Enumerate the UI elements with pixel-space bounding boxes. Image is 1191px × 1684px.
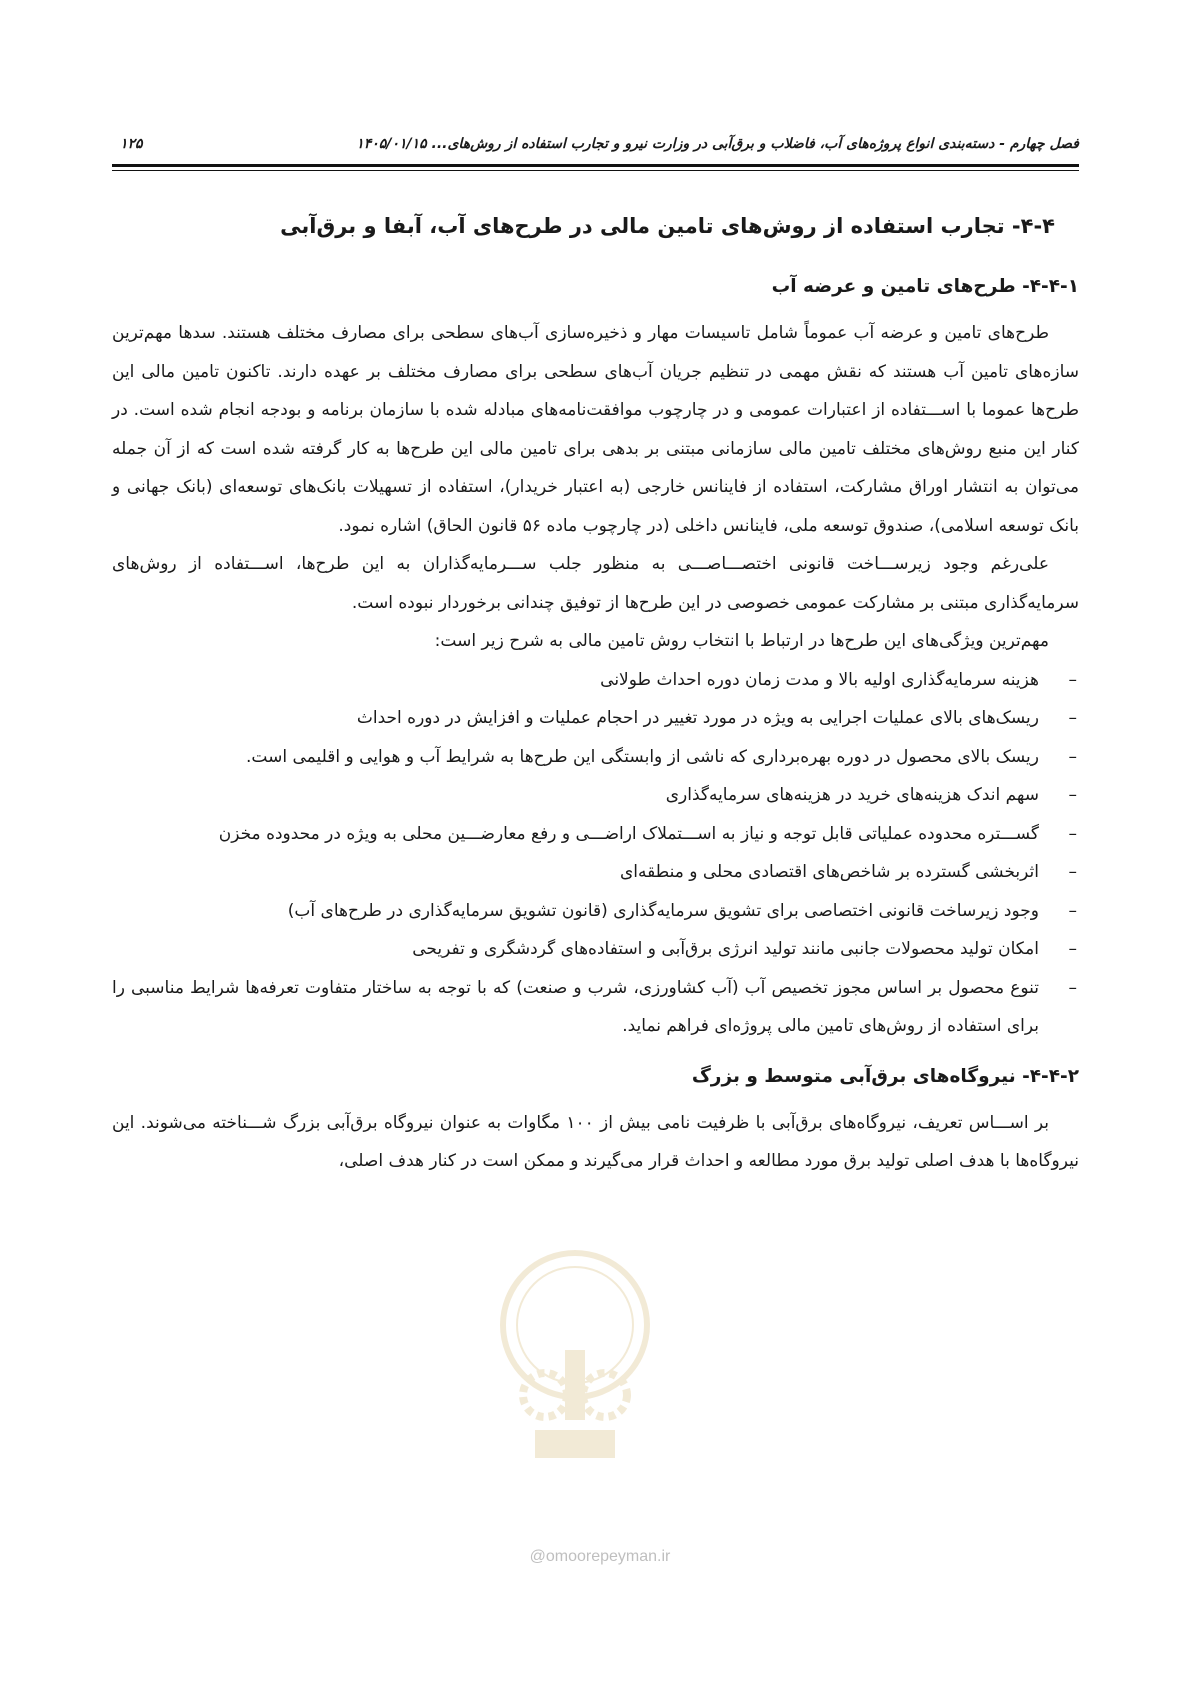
list-item: – تنوع محصول بر اساس مجوز تخصیص آب (آب کشاورزی، شرب و صنعت) که با توجه به ساختار متفاوت تعرفه‌ها شرایط مناسبی را برای استفاده از روش‌های تامین مالی پروژه‌ای فراهم نماید. [112,969,1039,1046]
list-item: – امکان تولید محصولات جانبی مانند تولید انرژی برق‌آبی و استفاده‌های گردشگری و تفریحی [112,930,1039,969]
chapter-title: فصل چهارم - دسته‌بندی انواع پروژه‌های آب، فاضلاب و برق‌آبی در وزارت نیرو و تجارب استفاده از روش‌های... ۱۴۰۵/۰۱/۱۵ [356,136,1079,152]
paragraph: علی‌رغم وجود زیرســـاخت قانونی اختصـــاصـــی به منظور جلب ســـرمایه‌گذاران به این طرح‌ها، اســـتفاده از روش‌های سرمایه‌گذاری مبتنی بر مشارکت عمومی خصوصی در این طرح‌ها از توفیق چندانی برخوردار نبوده است. [112,554,1079,613]
paragraph: طرح‌های تامین و عرضه آب عموماً شامل تاسیسات مهار و ذخیره‌سازی آب‌های سطحی برای مصارف مختلف هستند. سدها مهم‌ترین سازه‌های تامین آب هستند که نقش مهمی در تنظیم جریان آب‌های سطحی برای مصارف مختلف بر عهده دارند. تاکنون تامین مالی این طرح‌ها عموما با اســـتفاده از اعتبارات عمومی و در چارچوب موافقت‌نامه‌های مبادله شده با سازمان برنامه و بودجه انجام شده است. در کنار این منبع روش‌های مختلف تامین مالی سازمانی مبتنی بر بدهی برای تامین مالی این طرح‌ها به کار گرفته شده است که از آن جمله می‌توان به انتشار اوراق مشارکت، استفاده از فاینانس خارجی (به اعتبار خریدار)، استفاده از تسهیلات بانک‌های توسعه‌ای (بانک جهانی و بانک توسعه اسلامی)، صندوق توسعه ملی، فاینانس داخلی (در چارچوب ماده ۵۶ قانون الحاق) اشاره نمود. [112,323,1079,536]
omoor-peyman-seal-icon [495,1245,655,1485]
header-rule-thick [112,164,1079,167]
features-list [112,661,1079,1046]
subsection-heading-2: ۴-۴-۲- نیروگاه‌های برق‌آبی متوسط و بزرگ [691,1065,1079,1087]
running-header [112,128,1079,160]
list-item: – هزینه سرمایه‌گذاری اولیه بالا و مدت زمان دوره احداث طولانی [112,661,1039,700]
page-content [112,210,1079,1181]
list-item: – گســـتره محدوده عملیاتی قابل توجه و نیاز به اســـتملاک اراضـــی و رفع معارضـــین محلی به ویژه در محدوده مخزن [112,815,1039,854]
page-number: ۱۲۵ [120,136,143,152]
watermark-text: @omoorepeyman.ir [529,1548,671,1565]
subsection-heading-1: ۴-۴-۱- طرح‌های تامین و عرضه آب [771,276,1079,297]
paragraph: مهم‌ترین ویژگی‌های این طرح‌ها در ارتباط با انتخاب روش تامین مالی به شرح زیر است: [434,631,1049,651]
list-item: – اثربخشی گسترده بر شاخص‌های اقتصادی محلی و منطقه‌ای [112,853,1039,892]
list-item: – ریسک‌های بالای عملیات اجرایی به ویژه در مورد تغییر در احجام عملیات و افزایش در دوره احداث [112,699,1039,738]
list-item: – سهم اندک هزینه‌های خرید در هزینه‌های سرمایه‌گذاری [112,776,1039,815]
section-heading: ۴-۴- تجارب استفاده از روش‌های تامین مالی در طرح‌های آب، آبفا و برق‌آبی [280,214,1055,238]
list-item: – وجود زیرساخت قانونی اختصاصی برای تشویق سرمایه‌گذاری (قانون تشویق سرمایه‌گذاری در طرح‌های آب) [112,892,1039,931]
list-item: – ریسک بالای محصول در دوره بهره‌برداری که ناشی از وابستگی این طرح‌ها به شرایط آب و هوایی و اقلیمی است. [112,738,1039,777]
paragraph: بر اســـاس تعریف، نیروگاه‌های برق‌آبی با ظرفیت نامی بیش از ۱۰۰ مگاوات به عنوان نیروگاه برق‌آبی بزرگ شـــناخته می‌شوند. این نیروگاه‌ها با هدف اصلی تولید برق مورد مطالعه و احداث قرار می‌گیرند و ممکن است در کنار هدف اصلی، [112,1112,1079,1171]
header-rule-thin [112,170,1079,171]
